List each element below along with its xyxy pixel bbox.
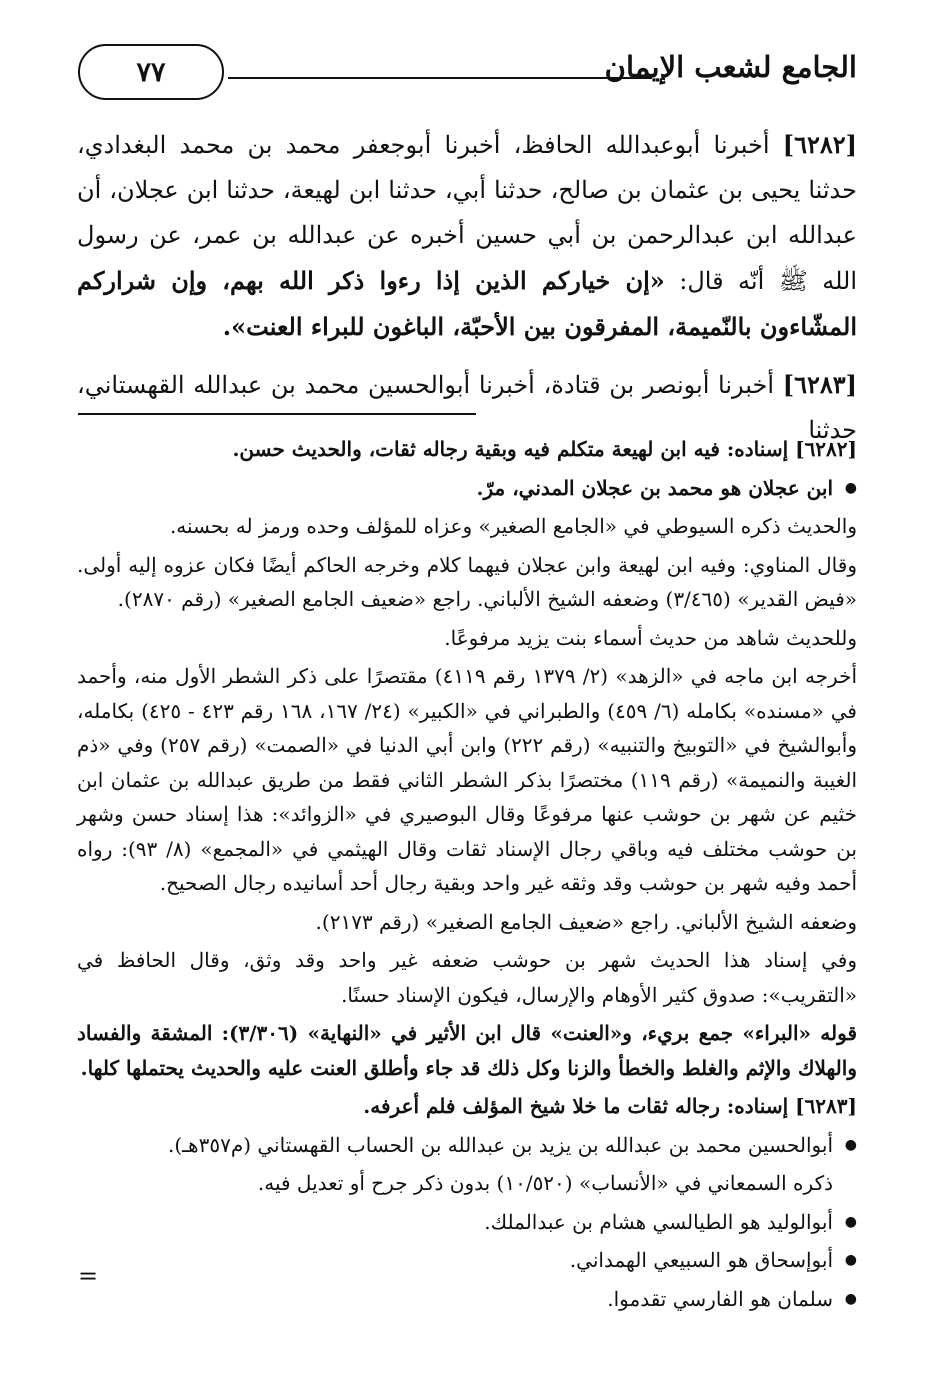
note-bullet: ● أبوالوليد هو الطيالسي هشام بن عبدالملك.: [77, 1205, 857, 1240]
hadith-6282: [77, 122, 857, 350]
note-number: [٦٢٨٢]: [795, 437, 857, 461]
note-paragraph: والحديث ذكره السيوطي في «الجامع الصغير» وعزاه للمؤلف وحده ورمز له بحسنه.: [169, 514, 857, 538]
note-bullet: ● أبوالحسين محمد بن عبدالله بن يزيد بن عبدالله بن الحساب القهستاني (م٣٥٧هـ).: [77, 1128, 857, 1163]
note-paragraph: قوله «البراء» جمع بريء، و«العنت» قال ابن الأثير في «النهاية» (٣/٣٠٦): المشقة والفساد والهلاك والإثم والغلط والخطأ والزنا وكل ذلك قد جاء وأطلق العنت عليه والحديث يحتملها كلها.: [77, 1021, 858, 1080]
hadith-number: [٦٢٨٢]: [782, 130, 857, 159]
page-header: [78, 44, 857, 106]
hadith-number: [٦٢٨٣]: [782, 370, 857, 399]
note-heading-text: إسناده: رجاله ثقات ما خلا شيخ المؤلف فلم أعرفه.: [363, 1094, 796, 1118]
header-rule: [228, 77, 652, 79]
footnotes: [77, 432, 857, 1320]
hadith-matn: «إن خياركم الذين إذا رءوا ذكر الله بهم، وإن شراركم المشّاءون بالنّميمة، المفرقون بين الأحبّة، الباغون للبراء العنت».: [77, 266, 857, 341]
page-number: ٧٧: [78, 44, 224, 100]
continuation-mark: =: [78, 1262, 99, 1290]
note-heading-text: إسناده: فيه ابن لهيعة متكلم فيه وبقية رجاله ثقات، والحديث حسن.: [232, 437, 796, 461]
note-paragraph: وفي إسناد هذا الحديث شهر بن حوشب ضعفه غير واحد وقد وثق، وقال الحافظ في «التقريب»: صدوق كثير الأوهام والإرسال، فيكون الإسناد حسنًا.: [77, 948, 857, 1007]
note-bullet: ● ابن عجلان هو محمد بن عجلان المدني، مرّ.: [77, 471, 857, 506]
isnad-chain: أخبرنا أبوعبدالله الحافظ، أخبرنا أبوجعفر محمد بن محمد البغدادي، حدثنا يحيى بن عثمان بن صالح، حدثنا أبي، حدثنا ابن لهيعة، حدثنا ابن عجلان، أن عبدالله ابن عبدالرحمن بن أبي حسين أخبره عن عبدالله بن عمر، عن رسول الله ﷺ أنّه قال:: [77, 131, 857, 295]
note-paragraph: أخرجه ابن ماجه في «الزهد» (٢/ ١٣٧٩ رقم ٤١١٩) مقتصرًا على ذكر الشطر الأول منه، وأحمد في «مسنده» بكامله (٦/ ٤٥٩) والطبراني في «الكبير» (٢٤/ ١٦٧، ١٦٨ رقم ٤٢٣ - ٤٢٥) بكامله، وأبوالشيخ في «التوبيخ والتنبيه» (رقم ٢٢٢) وابن أبي الدنيا في «الصمت» (رقم ٢٥٧) وفي «ذم الغيبة والنميمة» (رقم ١١٩) مختصرًا بذكر الشطر الثاني فقط من طريق عبدالله بن عثمان ابن خثيم عن شهر بن حوشب عنها مرفوعًا وقال البوصيري في «الزوائد»: هذا إسناد حسن وشهر بن حوشب مختلف فيه وباقي رجال الإسناد ثقات وقال الهيثمي في «المجمع» (٨/ ٩٣): رواه أحمد وفيه شهر بن حوشب وقد وثقه غير واحد وبقية رجال أحد أسانيده رجال الصحيح.: [77, 664, 857, 895]
note-paragraph: وقال المناوي: وفيه ابن لهيعة وابن عجلان فيهما كلام وخرجه الحاكم أيضًا فكان عزوه إليه أولى. «فيض القدير» (٣/٤٦٥) وضعفه الشيخ الألباني. راجع «ضعيف الجامع الصغير» (رقم ٢٨٧٠).: [77, 552, 857, 611]
note-paragraph: وللحديث شاهد من حديث أسماء بنت يزيد مرفوعًا.: [444, 625, 857, 650]
note-bullet: ● سلمان هو الفارسي تقدموا.: [77, 1282, 857, 1317]
note-6283-heading: [77, 1089, 857, 1124]
running-title: الجامع لشعب الإيمان: [604, 50, 857, 84]
isnad-chain: أخبرنا أبونصر بن قتادة، أخبرنا أبوالحسين محمد بن عبدالله القهستاني، حدثنا: [77, 371, 857, 444]
note-bullet: ● أبوإسحاق هو السبيعي الهمداني.: [77, 1243, 857, 1278]
footnote-separator: [78, 413, 476, 415]
note-number: [٦٢٨٣]: [795, 1094, 857, 1118]
note-sub-line: ذكره السمعاني في «الأنساب» (١٠/٥٢٠) بدون ذكر جرح أو تعديل فيه.: [257, 1171, 833, 1195]
note-6282-heading: [77, 432, 857, 467]
note-paragraph: وضعفه الشيخ الألباني. راجع «ضعيف الجامع الصغير» (رقم ٢١٧٣).: [315, 909, 857, 934]
